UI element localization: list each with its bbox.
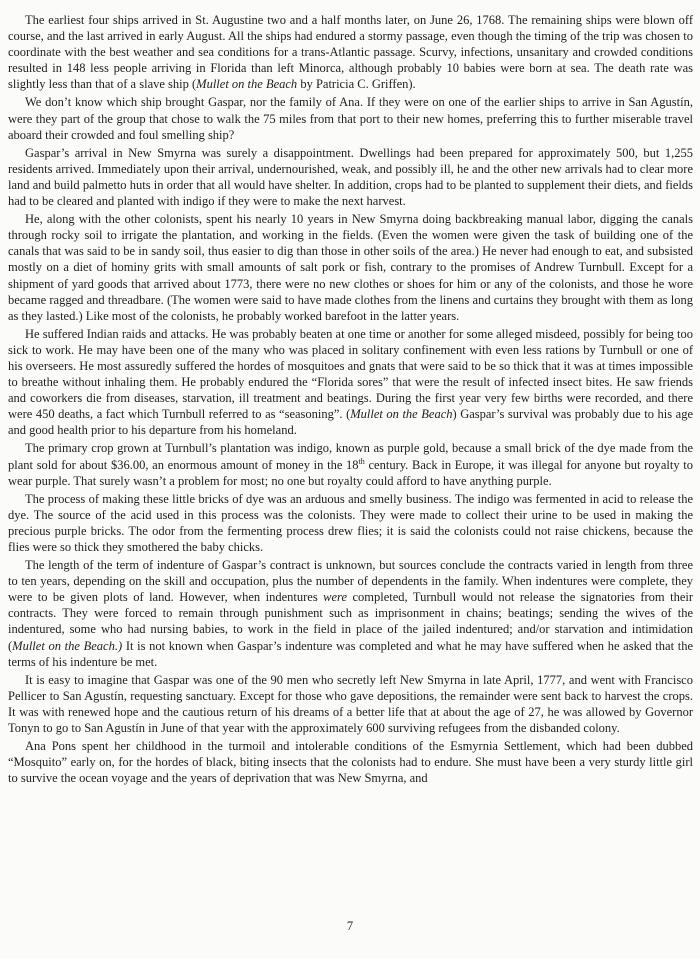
paragraph bbox=[8, 145, 693, 209]
paragraph-text: The process of making these little bricks of dye was an arduous and smelly business. The indigo was fermented in acid to release the dye. The source of the acid used in this process was the colonists. They were made to collect their urine to be used in making the precious purple bricks. The odor from the fermenting process drew flies; it is said the colonists could not raise chickens, because the flies were so thick they smothered the baby chicks. bbox=[8, 491, 693, 554]
paragraph bbox=[8, 738, 693, 786]
paragraph-text: century. Back in Europe, it was illegal for anyone but royalty to wear purple. That surely wasn’t a problem for most; no one but royalty could afford to have anything purple. bbox=[8, 457, 693, 488]
paragraph bbox=[8, 326, 693, 439]
paragraph-text: ) Gaspar’s survival was probably due to his age and good health prior to his departure from his homeland. bbox=[8, 407, 693, 438]
emphasis-text: were bbox=[323, 590, 348, 605]
paragraph-text: The length of the term of indenture of Gaspar’s contract is unknown, but sources conclude the contracts varied in length from three to ten years, depending on the skill and occupation, plus the number of dependents in the family. When indentures were complete, they were to be given plots of land. However, when indentures bbox=[8, 558, 693, 605]
paragraph bbox=[8, 211, 693, 324]
paragraph bbox=[8, 94, 693, 142]
paragraph bbox=[8, 672, 693, 736]
paragraph-text: completed, Turnbull would not release the signatories from their contracts. They were forced to remain through punishment such as imprisonment in chains; beatings; sending the wives of the indentured, some who had nursing babies, to work in the field in place of the jailed indentured; and/or starvation and intimidation ( bbox=[8, 590, 693, 653]
paragraph-text: He suffered Indian raids and attacks. He was probably beaten at one time or another for some alleged misdeed, possibly for being too sick to work. He may have been one of the many who was placed in solitary confinement with even less rations by Turnbull or one of his overseers. He most assuredly suffered the hordes of mosquitoes and gnats that were said to be so thick that it was at times impossible to breathe without inhaling them. He probably endured the “Florida sores” that were the result of infected insect bites. He saw friends and coworkers die from diseases, starvation, ill treatment and beatings. During the first year very few births were recorded, and there were 450 deaths, a fact which Turnbull referred to as “seasoning”. ( bbox=[8, 326, 693, 422]
paragraph-text: Gaspar’s arrival in New Smyrna was surely a disappointment. Dwellings had been prepared for approximately 500, but 1,255 residents arrived. Immediately upon their arrival, undernourished, weak, and possibly ill, he and the other new arrivals had to clear more land and build palmetto huts in order that all would have shelter. In addition, crops had to be planted to supplement their diets, and fields had to be cleared and planted with indigo if they were to make the next harvest. bbox=[8, 145, 693, 209]
book-title: Mullet on the Beach bbox=[196, 77, 298, 92]
paragraph-text: The earliest four ships arrived in St. Augustine two and a half months later, on June 26, 1768. The remaining ships were blown off course, and the last arrived in early August. All the ships had endured a stormy passage, even though the timing of the trip was chosen to coordinate with the best weather and sea conditions for a trans-Atlantic passage. Scurvy, infections, unsanitary and crowded conditions resulted in 148 less people arriving in Florida than left Minorca, although probably 10 babies were born at sea. The death rate was slightly less than that of a slave ship ( bbox=[8, 13, 693, 92]
book-title: Mullet on the Beach bbox=[350, 407, 453, 422]
paragraph bbox=[8, 557, 693, 670]
paragraph-text: We don’t know which ship brought Gaspar, nor the family of Ana. If they were on one of the earlier ships to arrive in San Agustín, were they part of the group that chose to walk the 75 miles from that port to their new homes, preferring this to further miserable travel aboard their crowded and foul smelling ship? bbox=[8, 95, 693, 142]
paragraph-text: It is not known when Gaspar’s indenture was completed and what he may have suffered when he asked that the terms of his indenture be met. bbox=[8, 638, 694, 669]
ordinal-suffix: th bbox=[358, 456, 365, 466]
page-body bbox=[8, 12, 693, 788]
paragraph bbox=[8, 491, 693, 555]
page-number: 7 bbox=[346, 919, 354, 933]
paragraph bbox=[8, 440, 693, 488]
paragraph-text: by Patricia C. Griffen). bbox=[297, 77, 416, 92]
paragraph-text: The primary crop grown at Turnbull’s plantation was indigo, known as purple gold, because a small brick of the dye made from the plant sold for about $36.00, an enormous amount of money in the 18 bbox=[8, 441, 693, 472]
book-title: Mullet on the Beach.) bbox=[12, 638, 123, 653]
paragraph-text: It is easy to imagine that Gaspar was one of the 90 men who secretly left New Smyrna in late April, 1777, and went with Francisco Pellicer to San Agustín, requesting sanctuary. Except for those who gave depositions, the remainder were sent back to harvest the crops. It was with renewed hope and the cautious return of his dreams of a better life that at about the age of 27, he was allowed by Governor Tonyn to go to San Agustín in June of that year with the approximately 600 surviving refugees from the disbanded colony. bbox=[8, 672, 693, 736]
paragraph-text: He, along with the other colonists, spent his nearly 10 years in New Smyrna doing backbreaking manual labor, digging the canals through rocky soil to irrigate the plantation, and working in the fields. (Even the women were given the task of building one of the canals that was said to be in sandy soil, thus easier to dig than those in other soils of the area.) He never had enough to eat, and subsisted mostly on a diet of hominy grits with small amounts of salt pork or fish, contrary to the promises of Andrew Turnbull. Except for a shipment of yard goods that arrived about 1773, there were no new clothes or shoes for him or any of the colonists, and those he wore became ragged and threadbare. (The women were said to have made clothes from the linens and curtains they brought with them as long as they lasted.) Like most of the colonists, he probably worked barefoot in the latter years. bbox=[8, 212, 693, 323]
paragraph-text: Ana Pons spent her childhood in the turmoil and intolerable conditions of the Esmyrnia Settlement, which had been dubbed “Mosquito” early on, for the hordes of black, biting insects that the colonists had to endure. She must have been a very sturdy little girl to survive the ocean voyage and the years of deprivation that was New Smyrna, and bbox=[8, 739, 693, 786]
paragraph bbox=[8, 12, 693, 92]
